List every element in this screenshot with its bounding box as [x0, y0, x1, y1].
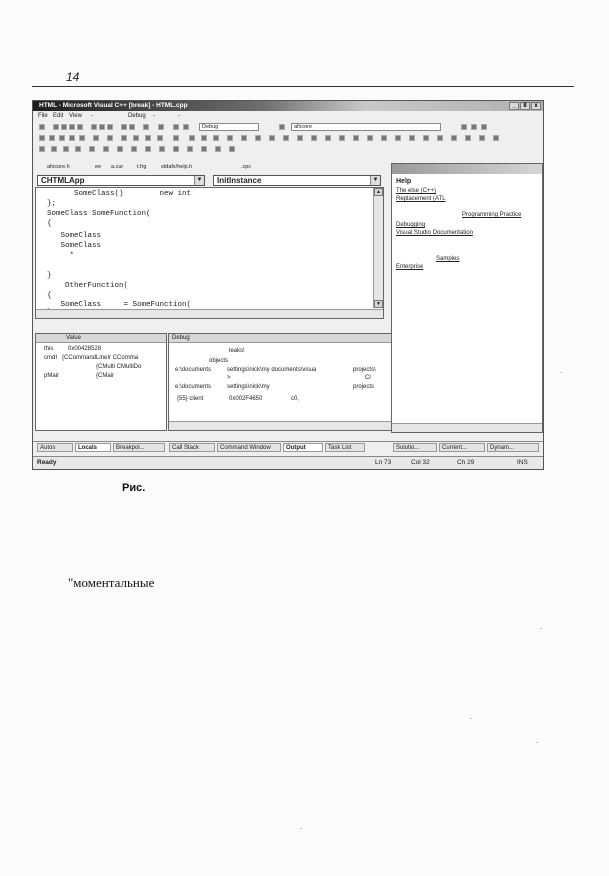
code-line: SomeClass	[38, 232, 102, 240]
file-tab[interactable]: t.frg	[137, 164, 147, 170]
code-line: {	[38, 220, 52, 228]
toolbar-button[interactable]	[131, 146, 137, 152]
scan-speck	[536, 742, 538, 743]
output-text: c0,	[291, 396, 300, 402]
toolbar-button[interactable]	[69, 135, 75, 141]
toolbar-button[interactable]	[381, 135, 387, 141]
tab-call-stack[interactable]: Call Stack	[169, 443, 215, 452]
toolbar-button[interactable]	[121, 135, 127, 141]
toolbar-button[interactable]	[129, 124, 135, 130]
toolbar-button[interactable]	[465, 135, 471, 141]
toolbar-button[interactable]	[61, 124, 67, 130]
toolbar-button[interactable]	[255, 135, 261, 141]
output-text: objects	[209, 358, 229, 364]
class-combo[interactable]	[37, 175, 205, 186]
output-horizontal-scrollbar[interactable]	[169, 421, 391, 430]
toolbar-button[interactable]	[325, 135, 331, 141]
output-text: 0x002F4650	[229, 396, 263, 402]
file-combo[interactable]: afxcore	[291, 123, 441, 131]
toolbar-button[interactable]	[121, 124, 127, 130]
toolbar-button[interactable]	[49, 135, 55, 141]
help-link[interactable]: Replacement (ATL	[396, 196, 446, 202]
tab-autos[interactable]: Autos	[37, 443, 73, 452]
output-text: {55} client	[177, 396, 204, 402]
toolbar-button[interactable]	[77, 124, 83, 130]
toolbar-button[interactable]	[367, 135, 373, 141]
scan-speck	[540, 628, 542, 629]
menu-item-3[interactable]: -	[91, 113, 93, 119]
help-link[interactable]: The else (C++)	[396, 188, 437, 194]
toolbar-button[interactable]	[51, 146, 57, 152]
code-line: };	[38, 200, 57, 208]
output-text: e:\documents	[175, 384, 212, 390]
toolbar-button[interactable]	[89, 146, 95, 152]
output-header[interactable]: Debug	[169, 334, 391, 343]
toolbar-button[interactable]	[143, 124, 149, 130]
help-panel	[391, 163, 543, 433]
help-title: Help	[396, 178, 412, 185]
toolbar-button[interactable]	[63, 146, 69, 152]
toolbar-button[interactable]	[107, 135, 113, 141]
help-panel-titlebar	[392, 164, 542, 174]
toolbar-button[interactable]	[79, 135, 85, 141]
menu-item-5[interactable]: -	[153, 113, 155, 119]
locals-value: {CMulti CMultiDo	[96, 364, 142, 370]
toolbar-button[interactable]	[213, 135, 219, 141]
toolbar-button[interactable]	[187, 146, 193, 152]
locals-name[interactable]: cmdI	[44, 355, 58, 361]
output-text: projects\	[353, 367, 376, 373]
toolbar-button[interactable]	[451, 135, 457, 141]
file-tab[interactable]: .cpc	[241, 164, 252, 170]
editor-horizontal-scrollbar[interactable]	[36, 309, 383, 318]
toolbar-button[interactable]	[173, 146, 179, 152]
code-line: }	[38, 272, 52, 280]
toolbar-button[interactable]	[157, 135, 163, 141]
toolbar-button[interactable]	[215, 146, 221, 152]
menu-view[interactable]: View	[69, 113, 82, 119]
file-tab[interactable]: a.cur	[111, 164, 124, 170]
help-horizontal-scrollbar[interactable]	[392, 423, 542, 432]
toolbar-button[interactable]	[93, 135, 99, 141]
paragraph-fragment: "моментальные	[68, 575, 155, 590]
toolbar-button[interactable]	[103, 146, 109, 152]
output-text: projects	[353, 384, 375, 390]
toolbar-button[interactable]	[145, 135, 151, 141]
toolbar-button[interactable]	[479, 135, 485, 141]
code-line: SomeClass() new int	[38, 190, 192, 198]
tab-solution[interactable]: Solutio...	[393, 443, 437, 452]
toolbar-button[interactable]	[39, 135, 45, 141]
tab-breakpoints[interactable]: Breakpoi...	[113, 443, 165, 452]
tab-command-window[interactable]: Command Window	[217, 443, 281, 452]
output-text: Cl	[365, 375, 371, 381]
tab-current[interactable]: Current...	[439, 443, 485, 452]
bottom-tab-strip	[33, 441, 543, 454]
restore-button[interactable]: 8	[520, 102, 530, 110]
toolbar-button[interactable]	[409, 135, 415, 141]
locals-name[interactable]: this	[44, 346, 54, 352]
locals-value: 0x00428528	[68, 346, 102, 352]
chevron-down-icon[interactable]: ▼	[194, 176, 204, 185]
toolbar-button[interactable]	[183, 124, 189, 130]
toolbar-button[interactable]	[227, 135, 233, 141]
toolbar-button[interactable]	[69, 124, 75, 130]
ide-screenshot	[32, 100, 544, 470]
toolbar-button[interactable]	[229, 146, 235, 152]
toolbar-button[interactable]	[297, 135, 303, 141]
toolbar-button[interactable]	[75, 146, 81, 152]
toolbar-button[interactable]	[481, 124, 487, 130]
help-link[interactable]: Samples	[436, 256, 460, 262]
file-tabs	[35, 163, 391, 172]
toolbar-button[interactable]	[173, 135, 179, 141]
toolbar-button[interactable]	[283, 135, 289, 141]
file-tab[interactable]: ee	[95, 164, 102, 170]
toolbar-button[interactable]	[53, 124, 59, 130]
toolbar-button[interactable]	[117, 146, 123, 152]
minimize-button[interactable]: _	[509, 102, 519, 110]
toolbar-button[interactable]	[158, 124, 164, 130]
locals-header: Value	[36, 334, 166, 343]
help-link[interactable]: Programming Practice	[462, 212, 522, 218]
config-combo[interactable]: Debug	[199, 123, 259, 131]
tab-dynamic-help[interactable]: Dynam...	[487, 443, 539, 452]
status-col: Col 32	[411, 459, 430, 466]
toolbar-button[interactable]	[159, 146, 165, 152]
toolbar-button[interactable]	[395, 135, 401, 141]
toolbar-button[interactable]	[311, 135, 317, 141]
toolbar-button[interactable]	[173, 124, 179, 130]
toolbar-button[interactable]	[279, 124, 285, 130]
output-text: >	[227, 375, 231, 381]
toolbar-button[interactable]	[201, 146, 207, 152]
toolbar-button[interactable]	[99, 124, 105, 130]
tab-output[interactable]: Output	[283, 443, 323, 452]
member-combo-value: InitInstance	[217, 176, 262, 185]
close-button[interactable]: x	[531, 102, 541, 110]
menu-item-6[interactable]: -	[178, 113, 180, 119]
toolbar-debug	[33, 144, 543, 156]
chevron-down-icon[interactable]: ▼	[370, 176, 380, 185]
output-text: settings\nick\my	[227, 384, 270, 390]
menu-edit[interactable]: Edit	[53, 113, 64, 119]
scan-speck	[470, 718, 472, 719]
code-line: *	[38, 252, 75, 260]
toolbar-button[interactable]	[339, 135, 345, 141]
toolbar-standard	[33, 122, 543, 132]
toolbar-button[interactable]	[493, 135, 499, 141]
output-text: settings\nick\my documents\visua	[227, 367, 317, 373]
toolbar-button[interactable]	[201, 135, 207, 141]
menu-debug[interactable]: Debug	[128, 113, 146, 119]
scroll-up-button[interactable]: ▲	[374, 188, 383, 196]
figure-caption: Рис.	[122, 482, 146, 494]
tab-locals[interactable]: Locals	[75, 443, 111, 452]
help-link[interactable]: Enterprise	[396, 264, 424, 270]
locals-name[interactable]: pMair	[44, 373, 60, 379]
window-titlebar	[33, 101, 543, 111]
toolbar-build	[33, 133, 543, 143]
toolbar-button[interactable]	[423, 135, 429, 141]
toolbar-button[interactable]	[461, 124, 467, 130]
header-rule	[32, 86, 574, 87]
toolbar-button[interactable]	[133, 135, 139, 141]
toolbar-button[interactable]	[471, 124, 477, 130]
code-line: {	[38, 292, 52, 300]
code-editor[interactable]	[35, 187, 384, 319]
page-number: 14	[66, 70, 80, 84]
member-combo[interactable]	[213, 175, 381, 186]
toolbar-button[interactable]	[241, 135, 247, 141]
output-text: e:\documents	[175, 367, 212, 373]
scan-speck	[300, 828, 302, 829]
menu-file[interactable]: File	[38, 113, 48, 119]
output-text: leaks!	[229, 348, 245, 354]
code-line: SomeClass = SomeFunction(	[38, 301, 192, 309]
class-combo-value: CHTMLApp	[41, 176, 85, 185]
toolbar-button[interactable]	[91, 124, 97, 130]
code-line: SomeClass	[38, 242, 102, 250]
editor-vertical-scrollbar[interactable]	[373, 188, 383, 308]
toolbar-button[interactable]	[145, 146, 151, 152]
window-controls	[509, 102, 541, 110]
toolbar-button[interactable]	[39, 124, 45, 130]
output-panel	[168, 333, 392, 431]
toolbar-button[interactable]	[353, 135, 359, 141]
locals-value: {CMair	[96, 373, 115, 379]
toolbar-button[interactable]	[437, 135, 443, 141]
toolbar-button[interactable]	[269, 135, 275, 141]
toolbar-button[interactable]	[107, 124, 113, 130]
tab-task-list[interactable]: Task List	[325, 443, 365, 452]
toolbar-button[interactable]	[59, 135, 65, 141]
code-line: OtherFunction(	[38, 282, 129, 290]
file-tab[interactable]: afxcore.h	[47, 164, 70, 170]
locals-value: {CCommandLineIr CComma	[62, 355, 139, 361]
locals-panel	[35, 333, 167, 431]
status-ch: Ch 29	[457, 459, 475, 466]
status-ins: INS	[517, 459, 528, 466]
window-title: HTML - Microsoft Visual C++ [break] - HTML.cpp	[39, 102, 188, 109]
status-ready: Ready	[37, 459, 57, 466]
file-tab[interactable]: stdafx/help.h	[161, 164, 193, 170]
scroll-down-button[interactable]: ▼	[374, 300, 383, 308]
scan-speck	[560, 372, 562, 373]
toolbar-button[interactable]	[189, 135, 195, 141]
help-link[interactable]: Visual Studio Documentation	[396, 230, 473, 236]
status-bar	[33, 456, 543, 469]
help-link[interactable]: Debugging	[396, 222, 426, 228]
status-line: Ln 73	[375, 459, 392, 466]
toolbar-button[interactable]	[39, 146, 45, 152]
code-line: SomeClass SomeFunction(	[38, 210, 151, 218]
